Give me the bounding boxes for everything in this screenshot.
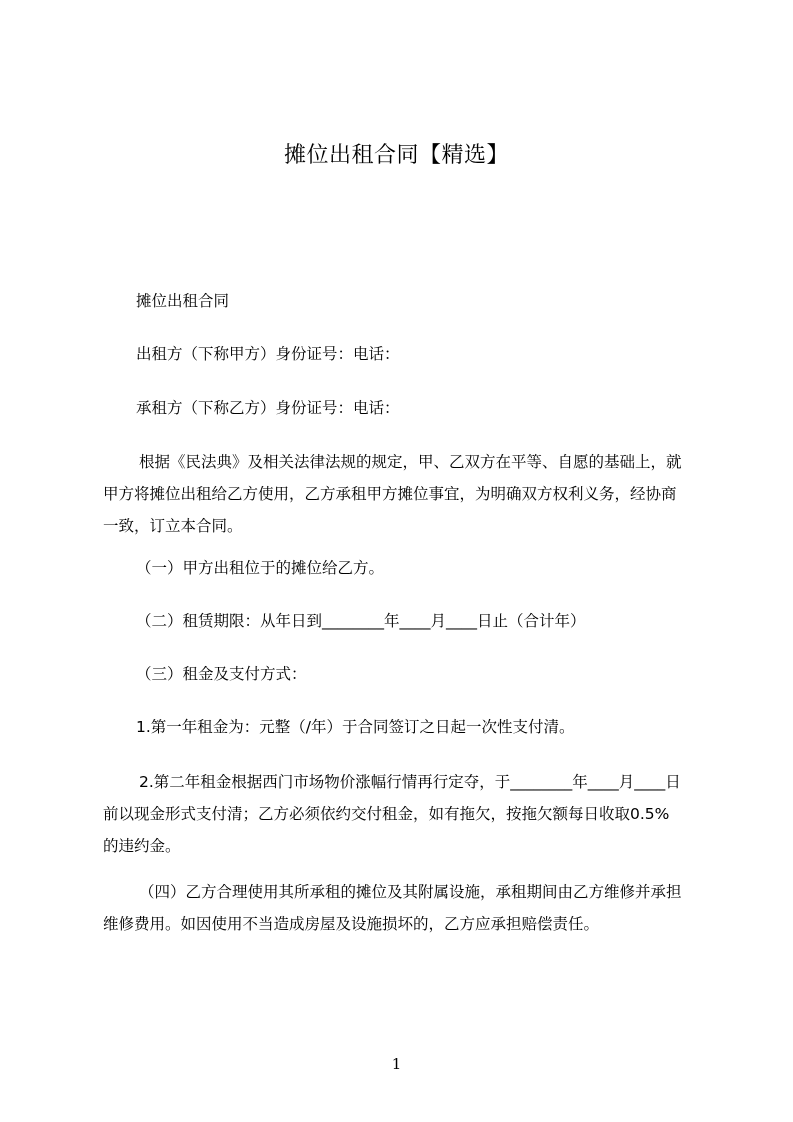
contract-subtitle: 摊位出租合同 [136, 292, 230, 310]
clause-three: （三）租金及支付方式： [136, 665, 307, 683]
clause-four-line: （四）乙方合理使用其所承租的摊位及其附属设施，承租期间由乙方维修并承担 [139, 883, 682, 901]
lessor-info-line: 出租方（下称甲方）身份证号：电话： [136, 345, 400, 363]
clause-four [103, 876, 699, 940]
document-title: 摊位出租合同【精选】 [283, 143, 509, 168]
clause-two: （二）租赁期限：从年日到________年____月____日止（合计年） [136, 612, 586, 630]
intro-line: 一致，订立本合同。 [103, 517, 243, 535]
page-number: 1 [391, 1055, 402, 1073]
intro-paragraph [103, 446, 699, 542]
clause-four-line: 维修费用。如因使用不当造成房屋及设施损坏的，乙方应承担赔偿责任。 [103, 915, 600, 933]
clause-three-item-two-line: 2.第二年租金根据西门市场物价涨幅行情再行定夺，于________年____月____日 [139, 773, 681, 791]
clause-three-item-two [103, 766, 699, 862]
clause-one: （一）甲方出租位于的摊位给乙方。 [136, 559, 385, 577]
lessee-info-line: 承租方（下称乙方）身份证号：电话： [136, 399, 400, 417]
clause-three-item-one: 1.第一年租金为：元整（/年）于合同签订之日起一次性支付清。 [136, 718, 575, 736]
clause-three-item-two-line: 的违约金。 [103, 837, 181, 855]
intro-line: 甲方将摊位出租给乙方使用，乙方承租甲方摊位事宜，为明确双方权利义务，经协商 [103, 485, 677, 503]
clause-three-item-two-line: 前以现金形式支付清；乙方必须依约交付租金，如有拖欠，按拖欠额每日收取0.5% [103, 805, 670, 823]
intro-line: 根据《民法典》及相关法律法规的规定，甲、乙双方在平等、自愿的基础上，就 [139, 453, 682, 471]
